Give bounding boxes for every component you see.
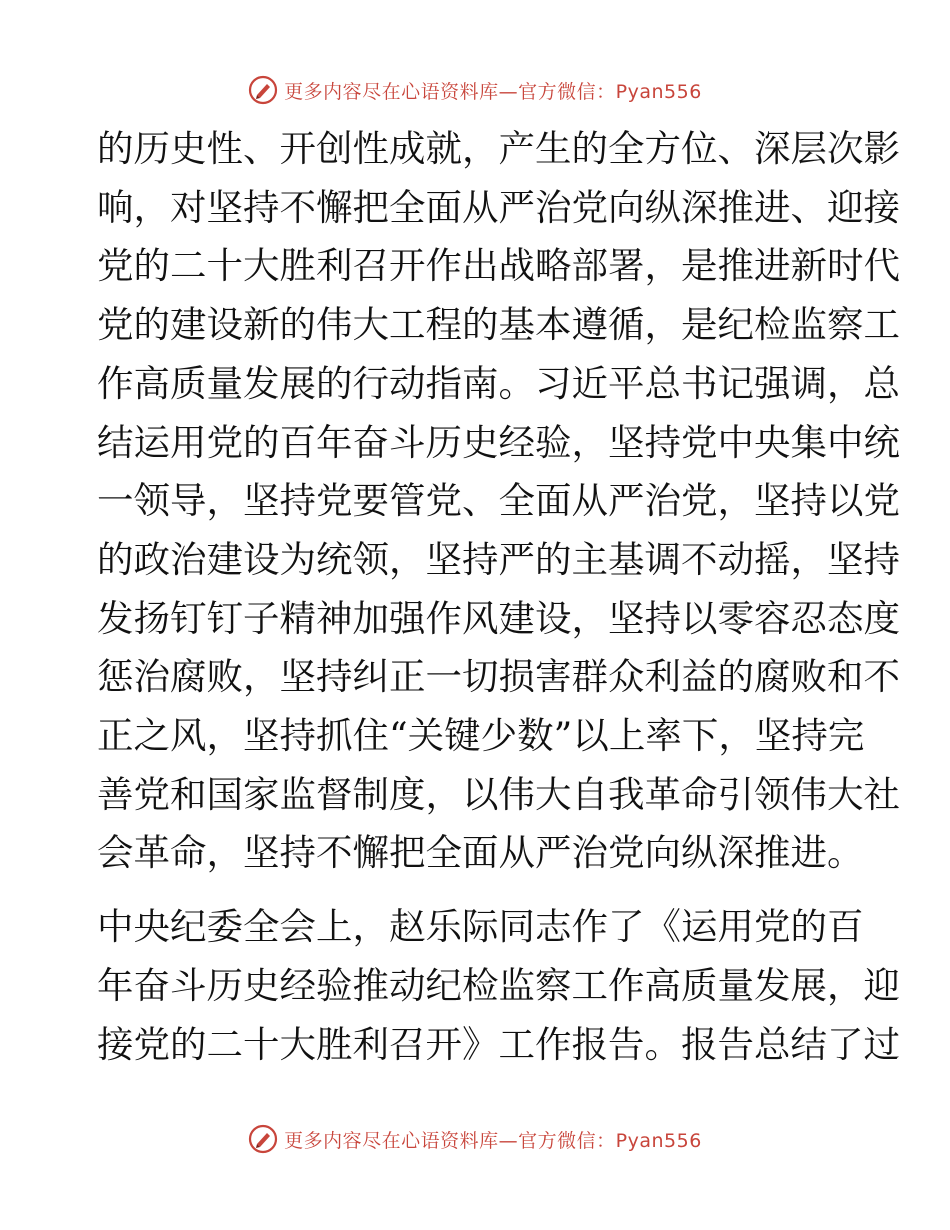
text-line: 结运用党的百年奋斗历史经验，坚持党中央集中统: [97, 420, 900, 464]
paragraph-1: [97, 120, 900, 883]
text-line: 发扬钉钉子精神加强作风建设，坚持以零容忍态度: [97, 596, 900, 640]
text-line: 响，对坚持不懈把全面从严治党向纵深推进、迎接: [97, 185, 900, 229]
text-line: 善党和国家监督制度，以伟大自我革命引领伟大社: [97, 772, 900, 816]
text-line: 作高质量发展的行动指南。习近平总书记强调，总: [97, 361, 900, 405]
paragraph-2: [97, 898, 900, 1074]
text-line: 党的二十大胜利召开作出战略部署，是推进新时代: [97, 244, 900, 288]
text-line: 会革命，坚持不懈把全面从严治党向纵深推进。: [97, 831, 864, 875]
header-watermark-text: 更多内容尽在心语资料库—官方微信：Pyan556: [284, 80, 702, 103]
text-line: 的政治建设为统领，坚持严的主基调不动摇，坚持: [97, 537, 900, 581]
header-watermark: [0, 70, 950, 110]
pen-seal-icon: [248, 75, 278, 105]
text-line: 惩治腐败，坚持纠正一切损害群众利益的腐败和不: [97, 655, 900, 699]
footer-watermark: [0, 1119, 950, 1159]
document-body: [97, 120, 900, 1074]
text-line: 党的建设新的伟大工程的基本遵循，是纪检监察工: [97, 303, 900, 347]
text-line: 正之风，坚持抓住“关键少数”以上率下，坚持完: [97, 714, 865, 758]
text-line: 一领导，坚持党要管党、全面从严治党，坚持以党: [97, 479, 900, 523]
text-line: 中央纪委全会上，赵乐际同志作了《运用党的百: [97, 905, 864, 949]
text-line: 的历史性、开创性成就，产生的全方位、深层次影: [97, 127, 900, 170]
footer-watermark-text: 更多内容尽在心语资料库—官方微信：Pyan556: [284, 1129, 702, 1152]
text-line: 年奋斗历史经验推动纪检监察工作高质量发展，迎: [97, 963, 900, 1007]
text-line: 接党的二十大胜利召开》工作报告。报告总结了过: [97, 1022, 900, 1066]
pen-seal-icon: [248, 1124, 278, 1154]
